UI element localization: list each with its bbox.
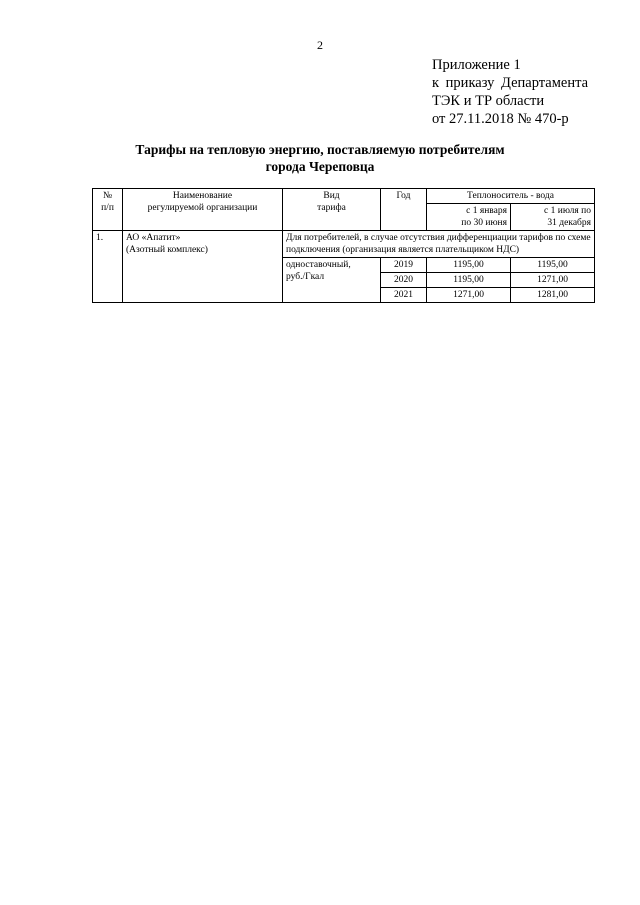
header-year: Год — [381, 189, 427, 231]
row-organization: АО «Апатит» (Азотный комплекс) — [123, 231, 283, 303]
table-row — [93, 231, 595, 258]
value-cell: 1195,00 — [427, 258, 511, 273]
title-line-2: города Череповца — [265, 159, 375, 174]
row-tariff-type: одноставочный, руб./Гкал — [283, 258, 381, 303]
value-cell: 1195,00 — [427, 273, 511, 288]
appendix-line-1: Приложение 1 — [432, 57, 521, 73]
row-consumer-note: Для потребителей, в случае отсутствия дифференциации тарифов по схеме подключения (организация является плательщиком НДС) — [283, 231, 595, 258]
header-carrier: Теплоноситель - вода — [427, 189, 595, 204]
row-num: 1. — [93, 231, 123, 303]
header-period-1: с 1 января по 30 июня — [427, 204, 511, 231]
header-period-2: с 1 июля по 31 декабря — [511, 204, 595, 231]
year-cell: 2021 — [381, 288, 427, 303]
value-cell: 1271,00 — [427, 288, 511, 303]
document-title — [0, 141, 640, 175]
header-tariff-type: Вид тарифа — [283, 189, 381, 231]
appendix-line-2: к приказу Департамента — [432, 75, 589, 91]
appendix-line-4: от 27.11.2018 № 470-р — [432, 111, 569, 127]
appendix-block — [432, 56, 588, 128]
value-cell: 1195,00 — [511, 258, 595, 273]
page-number: 2 — [317, 38, 323, 52]
year-cell: 2019 — [381, 258, 427, 273]
table-header-row — [93, 189, 595, 204]
title-line-1: Тарифы на тепловую энергию, поставляемую потребителям — [135, 142, 505, 157]
header-organization: Наименование регулируемой организации — [123, 189, 283, 231]
header-num: № п/п — [93, 189, 123, 231]
year-cell: 2020 — [381, 273, 427, 288]
tariff-table — [92, 188, 595, 303]
appendix-line-3: ТЭК и ТР области — [432, 93, 545, 109]
value-cell: 1281,00 — [511, 288, 595, 303]
value-cell: 1271,00 — [511, 273, 595, 288]
